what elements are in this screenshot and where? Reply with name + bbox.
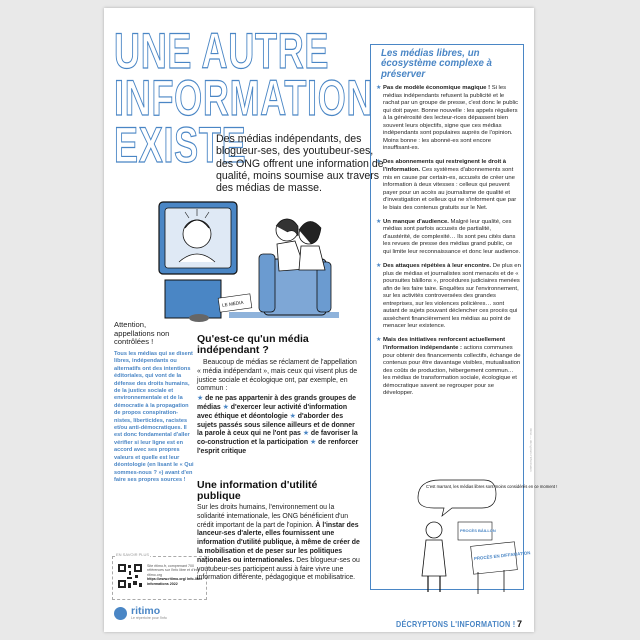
sidebar-item: ★ Des attaques répétées à leur encontre. De plus en plus de médias et journalistes sont menacés et de « poursuites bâillons », procédures judiciaires menées afin de les faire taire. Enquêtes sur l'environnement, sur les activités controversées des grandes entreprises, sur les violences policières… sont autant de sujets pouvant déclencher ces procès qui assèchent financièrement les médias au point de menacer leur existence. bbox=[376, 263, 521, 331]
resources-url[interactable]: https://www.ritimo.org/ Info-libre informations 2022 bbox=[147, 577, 203, 586]
sidebar-item: ★ Des abonnements qui restreignent le droit à l'information. Ces systèmes d'abonnements sont mis en cause par certain-es, accusés de créer une information à deux vitesses : celleux qui peuvent payer pour un accès au journalisme de qualité et d'investigation et celleux qui ne s'informent que par le biais des contenus gratuits sur le Net. bbox=[376, 159, 521, 212]
attention-title: Attention, appellations non contrôlées ! bbox=[114, 320, 170, 347]
resources-label: EN SAVOIR PLUS bbox=[116, 552, 150, 557]
logo-sub: Le répertoire pour l'info bbox=[131, 616, 167, 620]
sidebar-body bbox=[376, 85, 521, 404]
resources-box bbox=[112, 552, 207, 600]
section2-title: Une information d'utilité publique bbox=[197, 479, 318, 502]
resources-description: Site ritimo.fr, comprenant 700 références sur l'info libre et d'info ritimo.org bbox=[147, 564, 200, 577]
section2-p1b: À l'instar des lanceur-ses d'alerte, elles fournissent une information d'utilité publique, à même de créer de la mobilisation et de peser sur les politiques nationales ou internationales. bbox=[197, 521, 360, 564]
logo-name: ritimo bbox=[131, 605, 161, 617]
cartoon-illustration bbox=[414, 478, 558, 598]
section1-p2 bbox=[197, 395, 362, 457]
title-line-2: INFORMATION bbox=[114, 70, 374, 126]
sidebar-item: ★ Un manque d'audience. Malgré leur qualité, ces médias sont parfois accusés de partialité, d'austérité, de complexité… Ils sont peu cités dans les revues de presse des médias grand public, ce qui limite leur reconnaissance et donc leur audience. bbox=[376, 219, 521, 257]
section2-p1a: Sur les droits humains, l'environnement ou la solidarité internationale, les ONG bénéficient d'un crédit important de la part de l'opinion. bbox=[197, 504, 349, 529]
star-icon: ★ bbox=[309, 439, 317, 447]
title-line-1: UNE AUTRE bbox=[114, 23, 330, 79]
criteria-2: d'exercer leur activité d'information avec éthique et déontologie bbox=[197, 403, 348, 420]
sidebar-title: Les médias libres, un écosystème complexe à préserver bbox=[381, 48, 492, 80]
star-icon: ★ bbox=[197, 395, 204, 403]
resources-text bbox=[147, 564, 203, 586]
criteria-5: de renforcer l'esprit critique bbox=[197, 439, 359, 455]
sign-2: PROCÈS EN DIFFAMATION bbox=[473, 550, 531, 562]
book-label: LE MÉDIA bbox=[221, 299, 244, 308]
page bbox=[104, 8, 558, 632]
star-icon: ★ bbox=[302, 430, 309, 438]
sidebar-item: ★ Pas de modèle économique magique ! Si les médias indépendants refusent la publicité et le rachat par un groupe de presse, c'est donc le public qui doit payer. Bonne nouvelle : les appels réguliers à la générosité des lecteur-rices dépassent bien souvent leurs objectifs, signe que ces médias indépendants sont populaires auprès de l'opinion. Moins bonne : les abonné-es sont encore insuffisant-es. bbox=[376, 85, 521, 153]
sign-1: PROCÈS BÂILLON bbox=[460, 528, 496, 533]
qr-code-icon[interactable] bbox=[117, 563, 143, 589]
criteria-1: de ne pas appartenir à des grands groupes de médias bbox=[197, 395, 356, 411]
criteria-4: de favoriser la co-construction et la participation bbox=[197, 430, 358, 447]
section1-p1: Beaucoup de médias se réclament de l'appellation « média indépendant », mais ceux qui visent plus de justice sociale et écologique ont, par exemple, en commun : bbox=[197, 359, 358, 393]
star-icon: ★ bbox=[289, 412, 296, 420]
section2-body bbox=[197, 504, 362, 583]
title-line-3: EXISTE bbox=[114, 117, 247, 173]
intro-text: Des médias indépendants, des blogueur-ses, des youtubeur-ses, des ONG offrent une information de qualité, moins soumise aux travers des médias de masse. bbox=[216, 133, 384, 195]
page-number: 7 bbox=[517, 619, 523, 629]
section1-body bbox=[197, 359, 362, 457]
footer-text: DÉCRYPTONS L'INFORMATION ! bbox=[396, 619, 516, 629]
tv-illustration bbox=[159, 184, 344, 324]
vertical-note: ritimo — décryptons l'information bbox=[529, 428, 533, 472]
star-icon: ★ bbox=[222, 403, 229, 411]
attention-body: Tous les médias qui se disent libres, indépendants ou alternatifs ont des intentions éditoriales, qui vont de la défense des droits humains, de la justice sociale et environnementale et de la démocratie à la propagation de propos conspiration-nistes, liberticides, racistes et/ou anti-démocratiques. Il est donc fondamental d'aller vérifier si leur ligne est en accord avec ses propres valeurs et quelle est leur déontologie (en lisant le « Qui sommes-nous ? ») avant d'en faire ses propres sources ! bbox=[114, 351, 194, 483]
sidebar-item: ★ Mais des initiatives renforcent actuellement l'information indépendante : actions communes pour obtenir des financements collectifs, échange de contenus pour être davantage visibles, mutualisation des coûts de production, hébergement commun… les médias de transformation sociale, écologique et démocratique savent se regrouper pour se développer. bbox=[376, 337, 521, 397]
ritimo-logo-icon bbox=[114, 607, 127, 620]
criteria-3: d'aborder des sujets passés sous silence ailleurs et de donner la parole à ceux qui ne l'ont pas bbox=[197, 412, 355, 438]
speech-text: C'est marrant, les médias libres sont moins considérés en ce moment ! bbox=[426, 484, 558, 489]
footer bbox=[372, 618, 526, 630]
section1-title: Qu'est-ce qu'un média indépendant ? bbox=[197, 333, 309, 356]
section2-p2: Des blogueur-ses ou youtubeur-ses participent aussi à faire vivre une information différente, pédagogique et mobilisatrice. bbox=[197, 556, 360, 582]
ritimo-logo bbox=[114, 606, 167, 620]
